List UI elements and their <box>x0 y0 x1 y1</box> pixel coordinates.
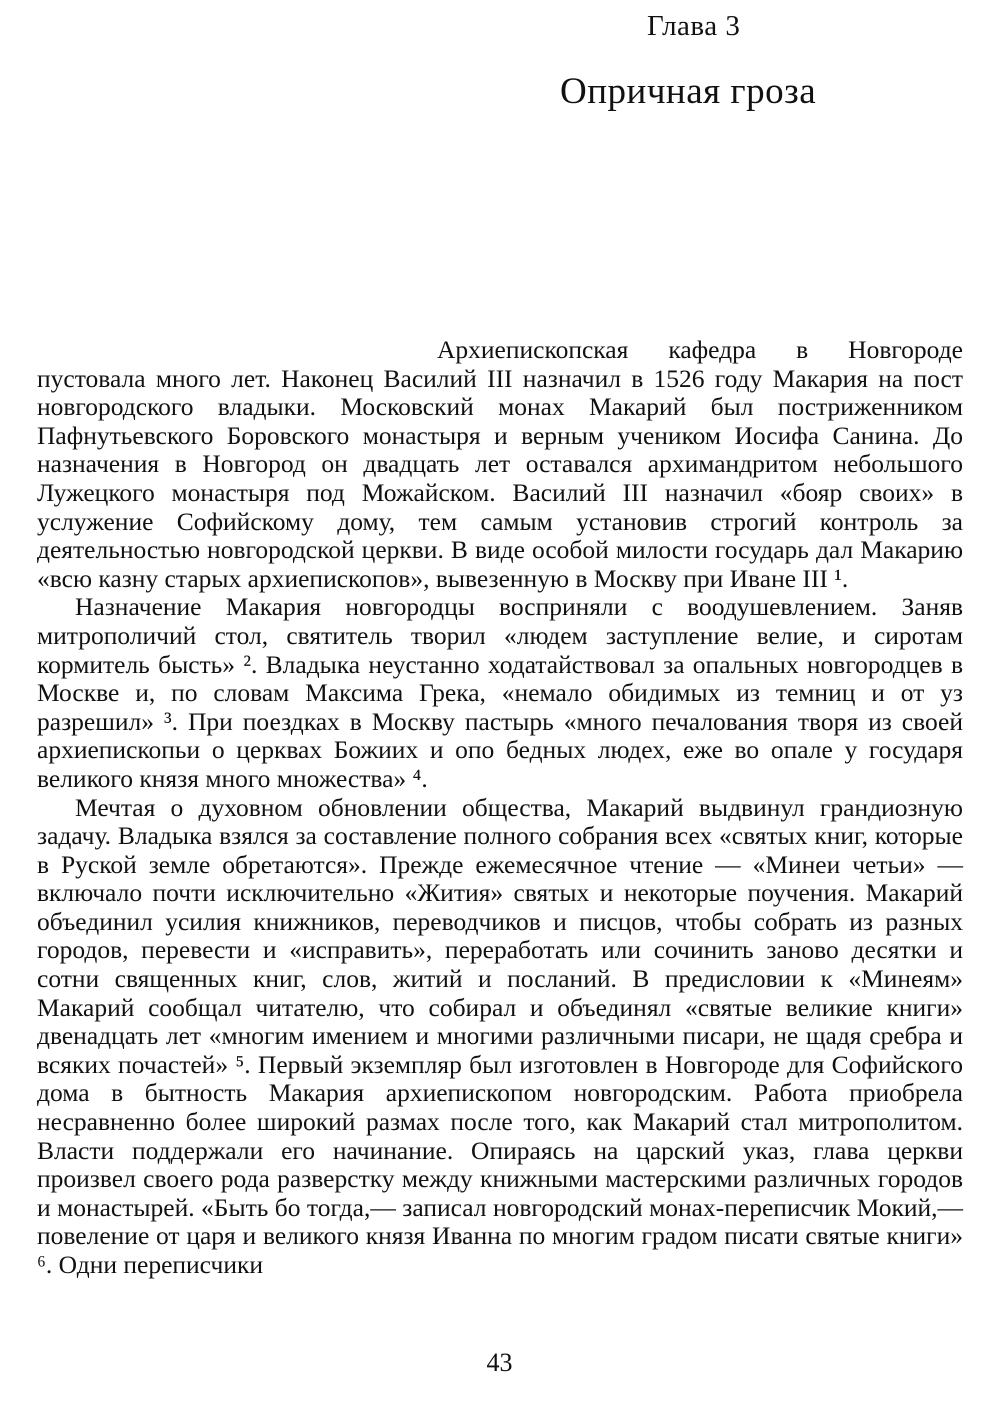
paragraph: Мечтая о духовном обновлении общества, Макарий выдвинул грандиозную задачу. Владыка взялся за составление полного собрания всех «святых книг, которые в Руской земле обретаются». Прежде ежемесячное чтение — «Минеи четьи» — включало почти исключительно «Жития» святых и некоторые поучения. Макарий объединил усилия книжников, переводчиков и писцов, чтобы собрать из разных городов, перевести и «исправить», переработать или сочинить заново десятки и сотни священных книг, слов, житий и посланий. В предисловии к «Минеям» Макарий сообщал читателю, что собирал и объединял «святые великие книги» двенадцать лет «многим имением и многими различными писари, не щадя сребра и всяких почастей» ⁵. Первый экземпляр был изготовлен в Новгороде для Софийского дома в бытность Макария архиепископом новгородским. Работа приобрела несравненно более широкий размах после того, как Макарий стал митрополитом. Власти поддержали его начинание. Опираясь на царский указ, глава церкви произвел своего рода разверстку между книжными мастерскими различных городов и монастырей. «Быть бо тогда,— записал новгородский монах-переписчик Мокий,— повеление от царя и великого князя Иванна по многим градом писати святые книги» ⁶. Одни переписчики <box>37 792 963 1279</box>
body-text <box>37 336 963 1280</box>
paragraph: Архиепископская кафедра в Новгороде пустовала много лет. Наконец Василий III назначил в 1526 году Макария на пост новгородского владыки. Московский монах Макарий был постриженником Пафнутьевского Боровского монастыря и верным учеником Иосифа Санина. До назначения в Новгород он двадцать лет оставался архимандритом небольшого Лужецкого монастыря под Можайском. Василий III назначил «бояр своих» в услужение Софийскому дому, тем самым установив строгий контроль за деятельностью новгородской церкви. В виде особой милости государь дал Макарию «всю казну старых архиепископов», вывезенную в Москву при Иване III ¹. <box>37 335 963 593</box>
chapter-label: Глава 3 <box>647 10 741 42</box>
page-number: 43 <box>486 1348 513 1377</box>
chapter-title: Опричная гроза <box>560 71 817 112</box>
paragraph: Назначение Макария новгородцы восприняли с воодушевлением. Заняв митрополичий стол, святитель творил «людем заступление велие, и сиротам кормитель бысть» ². Владыка неустанно ходатайствовал за опальных новгородцев в Москве и, по словам Максима Грека, «немало обидимых из темниц и от уз разрешил» ³. При поездках в Москву пастырь «много печалования творя из своей архиепископьи о церквах Божиих и опо бедных людех, еже во опале у государя великого князя много множества» ⁴. <box>37 592 963 793</box>
